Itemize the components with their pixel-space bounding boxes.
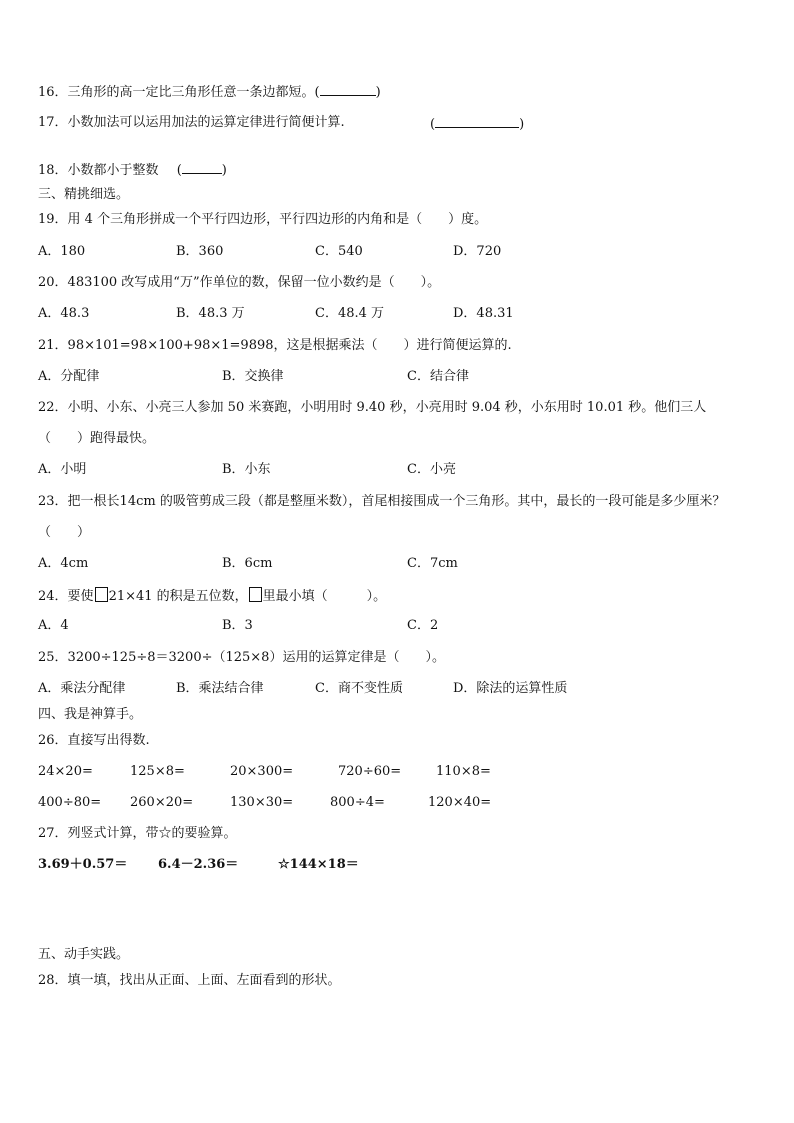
option-a[interactable]: A．4	[38, 618, 69, 633]
bracket-open: (	[176, 163, 182, 178]
question-21	[38, 338, 512, 354]
question-text: 列竖式计算，带☆的要验算。	[67, 826, 237, 841]
question-24	[38, 587, 386, 605]
calc-item: 120×40=	[428, 795, 492, 810]
question-text: 21×41 的积是五位数，	[108, 589, 248, 604]
options-row	[38, 618, 758, 634]
option-b[interactable]: B．乘法结合律	[176, 681, 264, 696]
answer-blank[interactable]	[182, 161, 222, 174]
options-row	[38, 462, 758, 478]
option-c[interactable]: C．540	[315, 244, 363, 259]
question-text: 483100 改写成用“万”作单位的数，保留一位小数约是（ ）。	[67, 275, 441, 290]
option-a[interactable]: A．180	[38, 244, 86, 259]
option-d[interactable]: D．48.31	[453, 306, 514, 321]
calc-item: 400÷80=	[38, 795, 102, 810]
question-number: 28．	[38, 973, 68, 988]
question-23-continued: （ ）	[38, 525, 91, 540]
question-text: 3200÷125÷8＝3200÷（125×8）运用的运算定律是（ ）。	[67, 650, 445, 665]
question-19	[38, 212, 487, 228]
calc-item: ☆144×18＝	[278, 857, 359, 872]
question-text: 填一填，找出从正面、上面、左面看到的形状。	[67, 973, 341, 988]
question-27	[38, 826, 237, 842]
option-c[interactable]: C．小亮	[407, 462, 456, 477]
answer-blank[interactable]	[435, 115, 519, 128]
option-c[interactable]: C．商不变性质	[315, 681, 403, 696]
option-c[interactable]: C．48.4 万	[315, 306, 385, 321]
option-c[interactable]: C．结合律	[407, 369, 469, 384]
question-number: 19．	[38, 212, 68, 227]
question-22	[38, 400, 706, 416]
option-c[interactable]: C．7cm	[407, 556, 458, 571]
question-text: 用 4 个三角形拼成一个平行四边形，平行四边形的内角和是（ ）度。	[67, 212, 488, 227]
question-number: 25．	[38, 650, 68, 665]
question-text: 把一根长14cm 的吸管剪成三段（都是整厘米数），首尾相接围成一个三角形。其中，最长的一段可能是多少厘米？	[67, 494, 726, 509]
question-number: 24．	[38, 589, 68, 604]
option-a[interactable]: A．乘法分配律	[38, 681, 126, 696]
calc-item: 24×20=	[38, 764, 93, 779]
question-text: 98×101=98×100+98×1=9898，这是根据乘法（ ）进行简便运算的.	[67, 338, 512, 353]
section-heading: 五、动手实践。	[38, 947, 130, 962]
calc-item: 3.69＋0.57＝	[38, 857, 128, 872]
question-20	[38, 275, 440, 291]
bracket-close: )	[221, 163, 227, 178]
option-b[interactable]: B．交换律	[222, 369, 284, 384]
option-d[interactable]: D．除法的运算性质	[453, 681, 568, 696]
question-text: 里最小填（ ）。	[262, 589, 387, 604]
question-number: 26．	[38, 733, 68, 748]
options-row	[38, 681, 758, 697]
option-c[interactable]: C．2	[407, 618, 439, 633]
question-18	[38, 161, 227, 179]
calc-item: 20×300=	[230, 764, 294, 779]
question-17	[38, 115, 345, 131]
question-number: 27．	[38, 826, 68, 841]
calc-item: 800÷4=	[330, 795, 385, 810]
calc-item: 130×30=	[230, 795, 294, 810]
section-heading: 四、我是神算手。	[38, 707, 143, 722]
question-number: 20．	[38, 275, 68, 290]
calc-item: 720÷60=	[338, 764, 402, 779]
option-b[interactable]: B．360	[176, 244, 224, 259]
question-text: 直接写出得数.	[67, 733, 150, 748]
question-number: 17．	[38, 115, 68, 130]
question-number: 16．	[38, 85, 68, 100]
bracket-close: )	[375, 85, 381, 100]
option-a[interactable]: A．小明	[38, 462, 87, 477]
question-number: 22．	[38, 400, 68, 415]
question-text: 小数都小于整数	[67, 163, 159, 178]
option-a[interactable]: A．4cm	[38, 556, 89, 571]
options-row	[38, 306, 758, 322]
options-row	[38, 556, 758, 572]
digit-box[interactable]	[95, 587, 108, 602]
options-row	[38, 244, 758, 260]
question-number: 23．	[38, 494, 68, 509]
vertical-calc-row	[38, 857, 758, 873]
option-b[interactable]: B．6cm	[222, 556, 273, 571]
question-number: 21．	[38, 338, 68, 353]
question-17-answer	[430, 115, 524, 133]
calc-row	[38, 795, 758, 811]
question-28	[38, 973, 341, 989]
bracket-open: (	[430, 117, 436, 132]
question-text: 要使	[67, 589, 94, 604]
calc-item: 260×20=	[130, 795, 194, 810]
calc-item: 6.4－2.36＝	[158, 857, 239, 872]
bracket-close: )	[519, 117, 525, 132]
question-text: 小明、小东、小亮三人参加 50 米赛跑，小明用时 9.40 秒，小亮用时 9.04 秒，小东用时 10.01 秒。他们三人	[67, 400, 707, 415]
option-a[interactable]: A．48.3	[38, 306, 90, 321]
question-22-continued: （ ）跑得最快。	[38, 431, 156, 446]
question-25	[38, 650, 445, 666]
section-heading: 三、精挑细选。	[38, 187, 130, 202]
calc-row	[38, 764, 758, 780]
option-a[interactable]: A．分配律	[38, 369, 100, 384]
question-text: 小数加法可以运用加法的运算定律进行简便计算.	[67, 115, 345, 130]
question-26	[38, 733, 150, 749]
question-text: 三角形的高一定比三角形任意一条边都短。(	[67, 85, 320, 100]
option-b[interactable]: B．小东	[222, 462, 271, 477]
answer-blank[interactable]	[320, 83, 376, 96]
calc-item: 110×8=	[436, 764, 491, 779]
question-23	[38, 494, 725, 510]
calc-item: 125×8=	[130, 764, 185, 779]
options-row	[38, 369, 758, 385]
option-b[interactable]: B．48.3 万	[176, 306, 245, 321]
option-d[interactable]: D．720	[453, 244, 502, 259]
digit-box[interactable]	[249, 587, 262, 602]
question-number: 18．	[38, 163, 68, 178]
question-16	[38, 83, 381, 101]
option-b[interactable]: B．3	[222, 618, 253, 633]
